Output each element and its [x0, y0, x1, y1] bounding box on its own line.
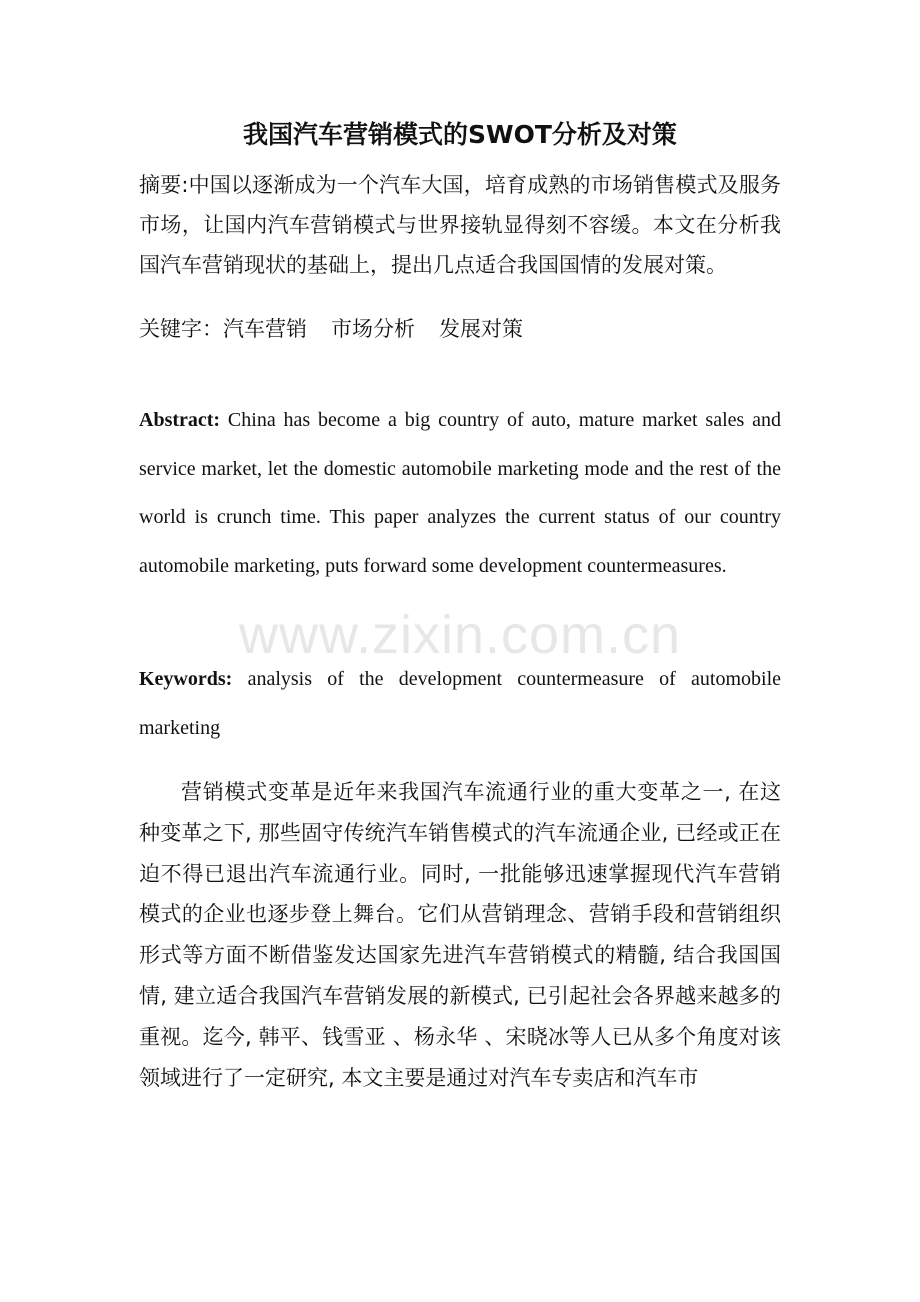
watermark: www.zixin.com.cn: [238, 605, 682, 665]
keyword-term: 发展对策: [439, 317, 523, 341]
abstract-chinese-text: 中国以逐渐成为一个汽车大国，培育成熟的市场销售模式及服务市场，让国内汽车营销模式与世界接轨显得刻不容缓。本文在分析我国汽车营销现状的基础上，提出几点适合我国国情的发展对策。: [139, 173, 781, 277]
abstract-chinese: [139, 165, 781, 285]
keywords-english-text: analysis of the development countermeasure of automobile marketing: [139, 668, 781, 739]
abstract-english: [139, 396, 781, 590]
keyword-term: 市场分析: [331, 317, 415, 341]
keywords-english: [139, 655, 781, 752]
body-paragraph: 营销模式变革是近年来我国汽车流通行业的重大变革之一, 在这种变革之下, 那些固守传统汽车销售模式的汽车流通企业, 已经或正在迫不得已退出汽车流通行业。同时, 一批能够迅速掌握现代汽车营销模式的企业也逐步登上舞台。它们从营销理念、营销手段和营销组织形式等方面不断借鉴发达国家先进汽车营销模式的精髓, 结合我国国情, 建立适合我国汽车营销发展的新模式, 已引起社会各界越来越多的重视。迄今, 韩平、钱雪亚 、杨永华 、宋晓冰等人已从多个角度对该领域进行了一定研究, 本文主要是通过对汽车专卖店和汽车市: [139, 780, 781, 1090]
keywords-chinese-label: 关键字：: [139, 317, 223, 341]
keywords-chinese: [139, 309, 781, 349]
keyword-term: 汽车营销: [223, 317, 307, 341]
keywords-english-label: Keywords:: [139, 668, 233, 690]
document-title: 我国汽车营销模式的SWOT分析及对策: [243, 120, 677, 149]
abstract-chinese-label: 摘要:: [139, 173, 189, 197]
abstract-english-text: China has become a big country of auto, mature market sales and service market, let the domestic automobile marketing mode and the rest of the world is crunch time. This paper analyzes the current status of our country automobile marketing, puts forward some development countermeasures.: [139, 409, 781, 577]
abstract-english-label: Abstract:: [139, 409, 221, 431]
